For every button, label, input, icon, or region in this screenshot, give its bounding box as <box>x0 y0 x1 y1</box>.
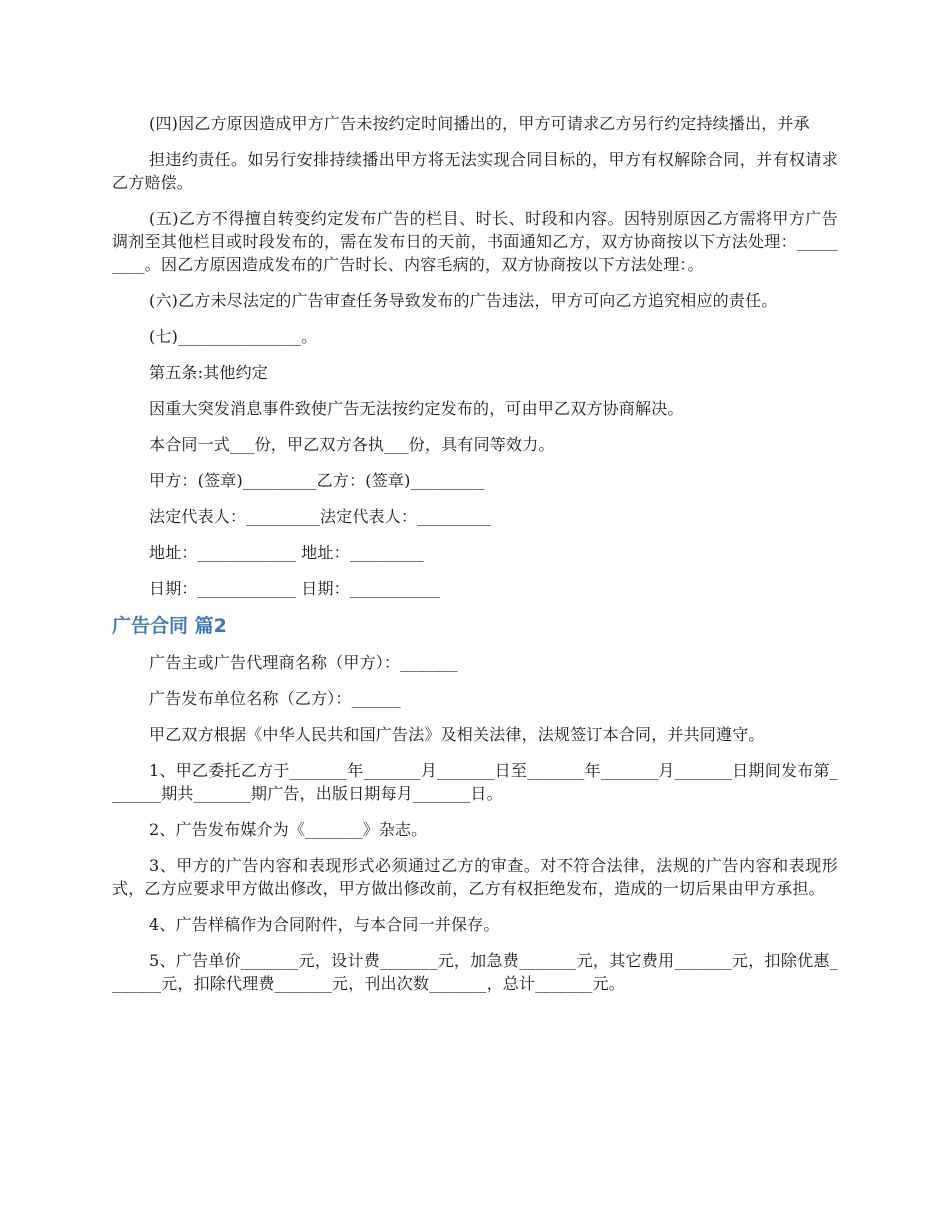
document-body <box>112 112 838 1008</box>
item-5: 5、广告单价_______元，设计费_______元，加急费_______元，其它费用_______元，扣除优惠_______元，扣除代理费_______元，刊出次数_______，总计_______元。 <box>112 951 838 993</box>
clause-6: (六)乙方未尽法定的广告审查任务导致发布的广告违法，甲方可向乙方追究相应的责任。 <box>149 291 778 310</box>
article-5-title: 第五条:其他约定 <box>149 363 268 382</box>
clause-4-part2: 担违约责任。如另行安排持续播出甲方将无法实现合同目标的，甲方有权解除合同，并有权请求乙方赔偿。 <box>112 150 838 192</box>
legal-representative-line: 法定代表人：_________法定代表人：_________ <box>149 507 492 526</box>
item-3: 3、甲方的广告内容和表现形式必须通过乙方的审查。对不符合法律，法规的广告内容和表现形式，乙方应要求甲方做出修改，甲方做出修改前，乙方有权拒绝发布，造成的一切后果由甲方承担。 <box>112 856 838 898</box>
clause-4-part1: (四)因乙方原因造成甲方广告未按约定时间播出的，甲方可请求乙方另行约定持续播出，并承 <box>149 114 810 133</box>
address-line: 地址：____________ 地址：_________ <box>149 543 424 562</box>
clause-5: (五)乙方不得擅自转变约定发布广告的栏目、时长、时段和内容。因特别原因乙方需将甲方广告调剂至其他栏目或时段发布的，需在发布日的天前，书面通知乙方，双方协商按以下方法处理：_________。因乙方原因造成发布的广告时长、内容毛病的，双方协商按以下方法处理：。 <box>112 209 838 274</box>
section-heading: 广告合同 篇2 <box>112 615 227 637</box>
item-4: 4、广告样稿作为合同附件，与本合同一并保存。 <box>149 915 500 934</box>
emergency-clause: 因重大突发消息事件致使广告无法按约定发布的，可由甲乙双方协商解决。 <box>149 399 684 418</box>
date-line: 日期：____________ 日期：___________ <box>149 579 441 598</box>
signature-line: 甲方：(签章)_________乙方：(签章)_________ <box>149 471 485 490</box>
copies-clause: 本合同一式___份，甲乙双方各执___份，具有同等效力。 <box>149 435 555 454</box>
item-1: 1、甲乙委托乙方于_______年_______月_______日至_______年_______月_______日期间发布第_______期共_______期广告，出版日期每月_______日。 <box>112 761 838 803</box>
party-b-name: 广告发布单位名称（乙方）：______ <box>149 689 401 708</box>
item-2: 2、广告发布媒介为《_______》杂志。 <box>149 820 428 839</box>
party-a-name: 广告主或广告代理商名称（甲方）：_______ <box>149 653 458 672</box>
preamble: 甲乙双方根据《中华人民共和国广告法》及相关法律，法规签订本合同，并共同遵守。 <box>149 725 765 744</box>
clause-7: (七)_______________。 <box>149 327 318 346</box>
